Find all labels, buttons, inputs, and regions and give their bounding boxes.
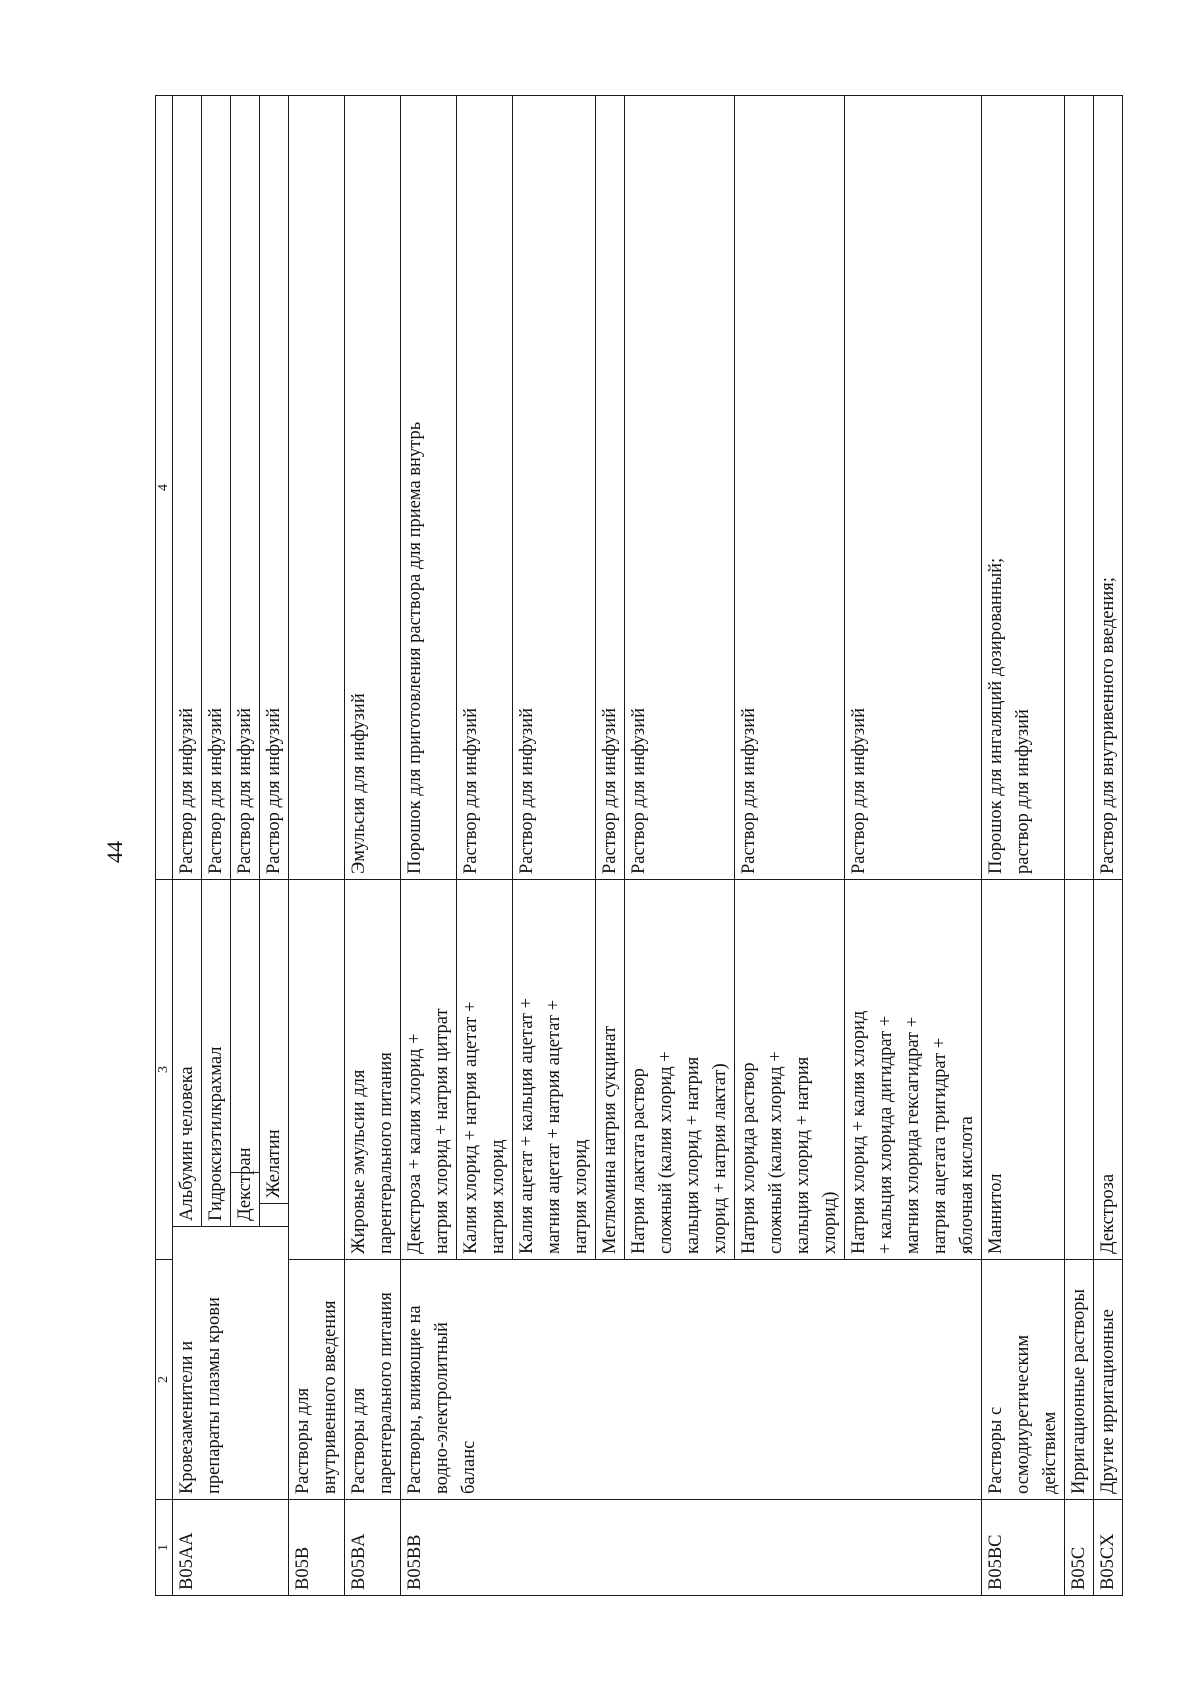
group-name: Другие ирригационные <box>1094 1260 1123 1500</box>
dosage-form: Раствор для инфузий <box>596 96 625 880</box>
substance-name <box>1065 880 1094 1260</box>
dosage-form: Раствор для инфузий <box>173 96 202 880</box>
substance-name: Натрия лактата раствор сложный (калия хлорид + кальция хлорид + натрия хлорид + натрия лактат) <box>625 880 735 1260</box>
dosage-form <box>1065 96 1094 880</box>
substance-name: Гидроксиэтилкрахмал <box>202 880 231 1227</box>
table-row <box>1065 96 1094 1596</box>
drug-table-wrapper <box>155 96 1118 1596</box>
dosage-form: Раствор для инфузий <box>457 96 513 880</box>
table-row <box>1094 96 1123 1596</box>
table-row <box>982 96 1065 1596</box>
substance-name: Натрия хлорида раствор сложный (калия хлорид + кальция хлорид + натрия хлорид) <box>735 880 845 1260</box>
dosage-form: Раствор для инфузий <box>231 96 260 880</box>
substance-name: Декстроза <box>1094 880 1123 1260</box>
substance-name: Меглюмина натрия сукцинат <box>596 880 625 1260</box>
dosage-form: Порошок для ингаляций дозированный; раствор для инфузий <box>982 96 1065 880</box>
group-name: Растворы, влияющие на водно-электролитный баланс <box>401 1260 982 1500</box>
group-name: Кровезаменители и препараты плазмы крови <box>173 1227 289 1500</box>
table-row <box>173 96 202 1596</box>
atc-code: B05B <box>289 1500 345 1596</box>
substance-name: Маннитол <box>982 880 1065 1260</box>
page-number: 44 <box>102 841 127 863</box>
table-row <box>401 96 457 1596</box>
substance-name: Калия ацетат + кальция ацетат + магния ацетат + натрия ацетат + натрия хлорид <box>513 880 596 1260</box>
table-row <box>289 96 345 1596</box>
dosage-form: Раствор для инфузий <box>625 96 735 880</box>
dosage-form: Раствор для инфузий <box>735 96 845 880</box>
dosage-form: Раствор для инфузий <box>513 96 596 880</box>
atc-code: B05BC <box>982 1500 1065 1596</box>
header-col-1: 1 <box>156 1500 173 1596</box>
empty-cell <box>260 1204 289 1227</box>
dosage-form: Раствор для инфузий <box>202 96 231 880</box>
substance-name: Желатин <box>260 880 289 1204</box>
substance-name: Альбумин человека <box>173 880 202 1227</box>
dosage-form: Эмульсия для инфузий <box>345 96 401 880</box>
empty-cell <box>231 880 260 1173</box>
dosage-form: Раствор для внутривенного введения; <box>1094 96 1123 880</box>
substance-name: Калия хлорид + натрия ацетат + натрия хлорид <box>457 880 513 1260</box>
group-name: Ирригационные растворы <box>1065 1260 1094 1500</box>
group-name: Растворы для парентерального питания <box>345 1260 401 1500</box>
dosage-form: Раствор для инфузий <box>845 96 982 880</box>
substance-name: Декстроза + калия хлорид + натрия хлорид + натрия цитрат <box>401 880 457 1260</box>
header-col-3: 3 <box>156 880 173 1260</box>
atc-code: B05BB <box>401 1500 982 1596</box>
atc-code: B05BA <box>345 1500 401 1596</box>
atc-code: B05CX <box>1094 1500 1123 1596</box>
dosage-form: Порошок для приготовления раствора для приема внутрь <box>401 96 457 880</box>
substance-name <box>289 880 345 1260</box>
substance-name: Декстран <box>231 1173 260 1227</box>
table-header-row <box>156 96 173 1596</box>
dosage-form <box>289 96 345 880</box>
table-row <box>345 96 401 1596</box>
group-name: Растворы для внутривенного введения <box>289 1260 345 1500</box>
atc-code: B05AA <box>173 1500 289 1596</box>
header-col-2: 2 <box>156 1260 173 1500</box>
group-name: Растворы с осмодиуретическим действием <box>982 1260 1065 1500</box>
atc-code: B05C <box>1065 1500 1094 1596</box>
dosage-form: Раствор для инфузий <box>260 96 289 880</box>
header-col-4: 4 <box>156 96 173 880</box>
drug-classification-table <box>155 95 1123 1596</box>
substance-name: Натрия хлорид + калия хлорид + кальция хлорида дигидрат + магния хлорида гексагидрат + натрия ацетата тригидрат + яблочная кислота <box>845 880 982 1260</box>
substance-name: Жировые эмульсии для парентерального питания <box>345 880 401 1260</box>
